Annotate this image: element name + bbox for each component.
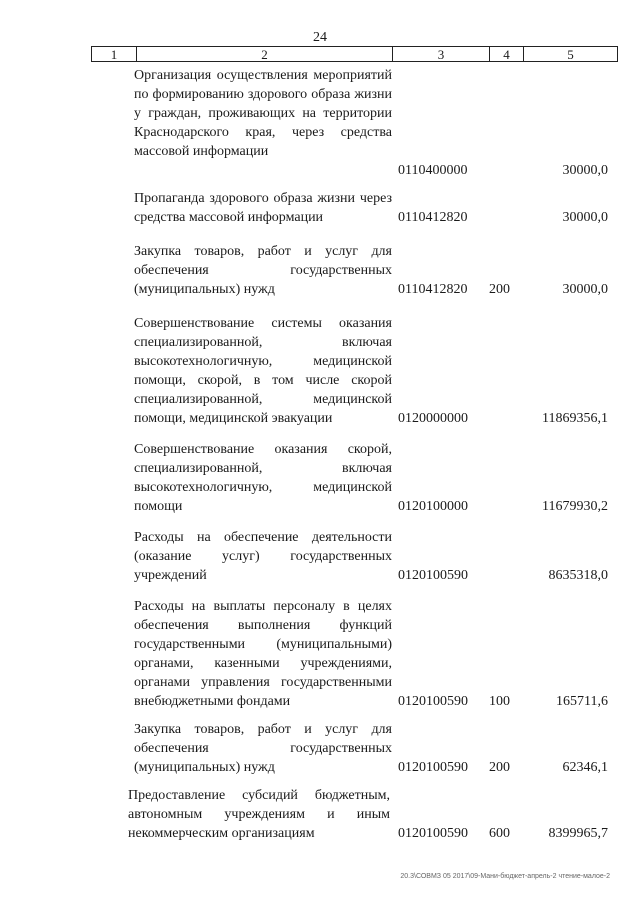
table-row — [0, 528, 640, 585]
table-row — [0, 597, 640, 711]
table-row — [0, 66, 640, 180]
row-description: Закупка товаров, работ и услуг для обеспечения государственных (муниципальных) нужд — [134, 244, 392, 297]
row-description: Совершенствование системы оказания специализированной, включая высокотехнологичную, медицинской помощи, скорой, в том числе скорой специализированной, медицинской помощи, медицинской эвакуации — [134, 316, 392, 426]
row-description: Предоставление субсидий бюджетным, автономным учреждениям и иным некоммерческим организациям — [128, 788, 390, 841]
row-expense-type: 200 — [489, 282, 510, 297]
header-col-1: 1 — [92, 47, 137, 61]
row-code: 0110412820 — [398, 210, 468, 225]
header-col-2: 2 — [137, 47, 393, 61]
row-expense-type: 100 — [489, 694, 510, 709]
table-row — [0, 720, 640, 777]
header-col-5: 5 — [567, 47, 574, 62]
row-code: 0120000000 — [398, 411, 468, 426]
table-row — [0, 440, 640, 516]
row-amount: 62346,1 — [562, 760, 608, 775]
row-amount: 30000,0 — [562, 282, 608, 297]
row-code: 0120100000 — [398, 499, 468, 514]
row-description: Расходы на обеспечение деятельности (оказание услуг) государственных учреждений — [134, 530, 392, 583]
row-code: 0120100590 — [398, 760, 468, 775]
row-amount: 11679930,2 — [542, 499, 608, 514]
row-code: 0120100590 — [398, 694, 468, 709]
table-row — [0, 786, 640, 843]
header-col-3: 3 — [393, 47, 490, 61]
row-description: Пропаганда здорового образа жизни через средства массовой информации — [134, 191, 392, 225]
table-row — [0, 189, 640, 227]
row-expense-type: 200 — [489, 760, 510, 775]
row-amount: 8399965,7 — [548, 826, 608, 841]
row-code: 0110400000 — [398, 163, 468, 178]
row-description: Организация осуществления мероприятий по формированию здорового образа жизни у граждан, проживающих на территории Краснодарского края, через средства массовой информации — [134, 68, 392, 159]
row-code: 0120100590 — [398, 568, 468, 583]
row-amount: 8635318,0 — [548, 568, 608, 583]
row-amount: 30000,0 — [562, 210, 608, 225]
table-row — [0, 314, 640, 428]
row-code: 0110412820 — [398, 282, 468, 297]
row-amount: 11869356,1 — [542, 411, 608, 426]
row-expense-type: 600 — [489, 826, 510, 841]
table-row — [0, 242, 640, 299]
page-number: 24 — [313, 30, 327, 45]
row-code: 0120100590 — [398, 826, 468, 841]
row-description: Закупка товаров, работ и услуг для обеспечения государственных (муниципальных) нужд — [134, 722, 392, 775]
table-header — [91, 46, 618, 62]
row-amount: 30000,0 — [562, 163, 608, 178]
row-description: Совершенствование оказания скорой, специализированной, включая высокотехнологичную, медицинской помощи — [134, 442, 392, 514]
header-col-4: 4 — [490, 47, 524, 61]
footer-file-path: 20.3\СОВМЗ 05 2017\09-Мани-бюджет-апрель-2 чтение-малое-2 — [400, 873, 610, 880]
row-amount: 165711,6 — [556, 694, 608, 709]
row-description: Расходы на выплаты персоналу в целях обеспечения выполнения функций государственными (муниципальными) органами, казенными учреждениями, органами управления государственными внебюджетными фондами — [134, 599, 392, 709]
